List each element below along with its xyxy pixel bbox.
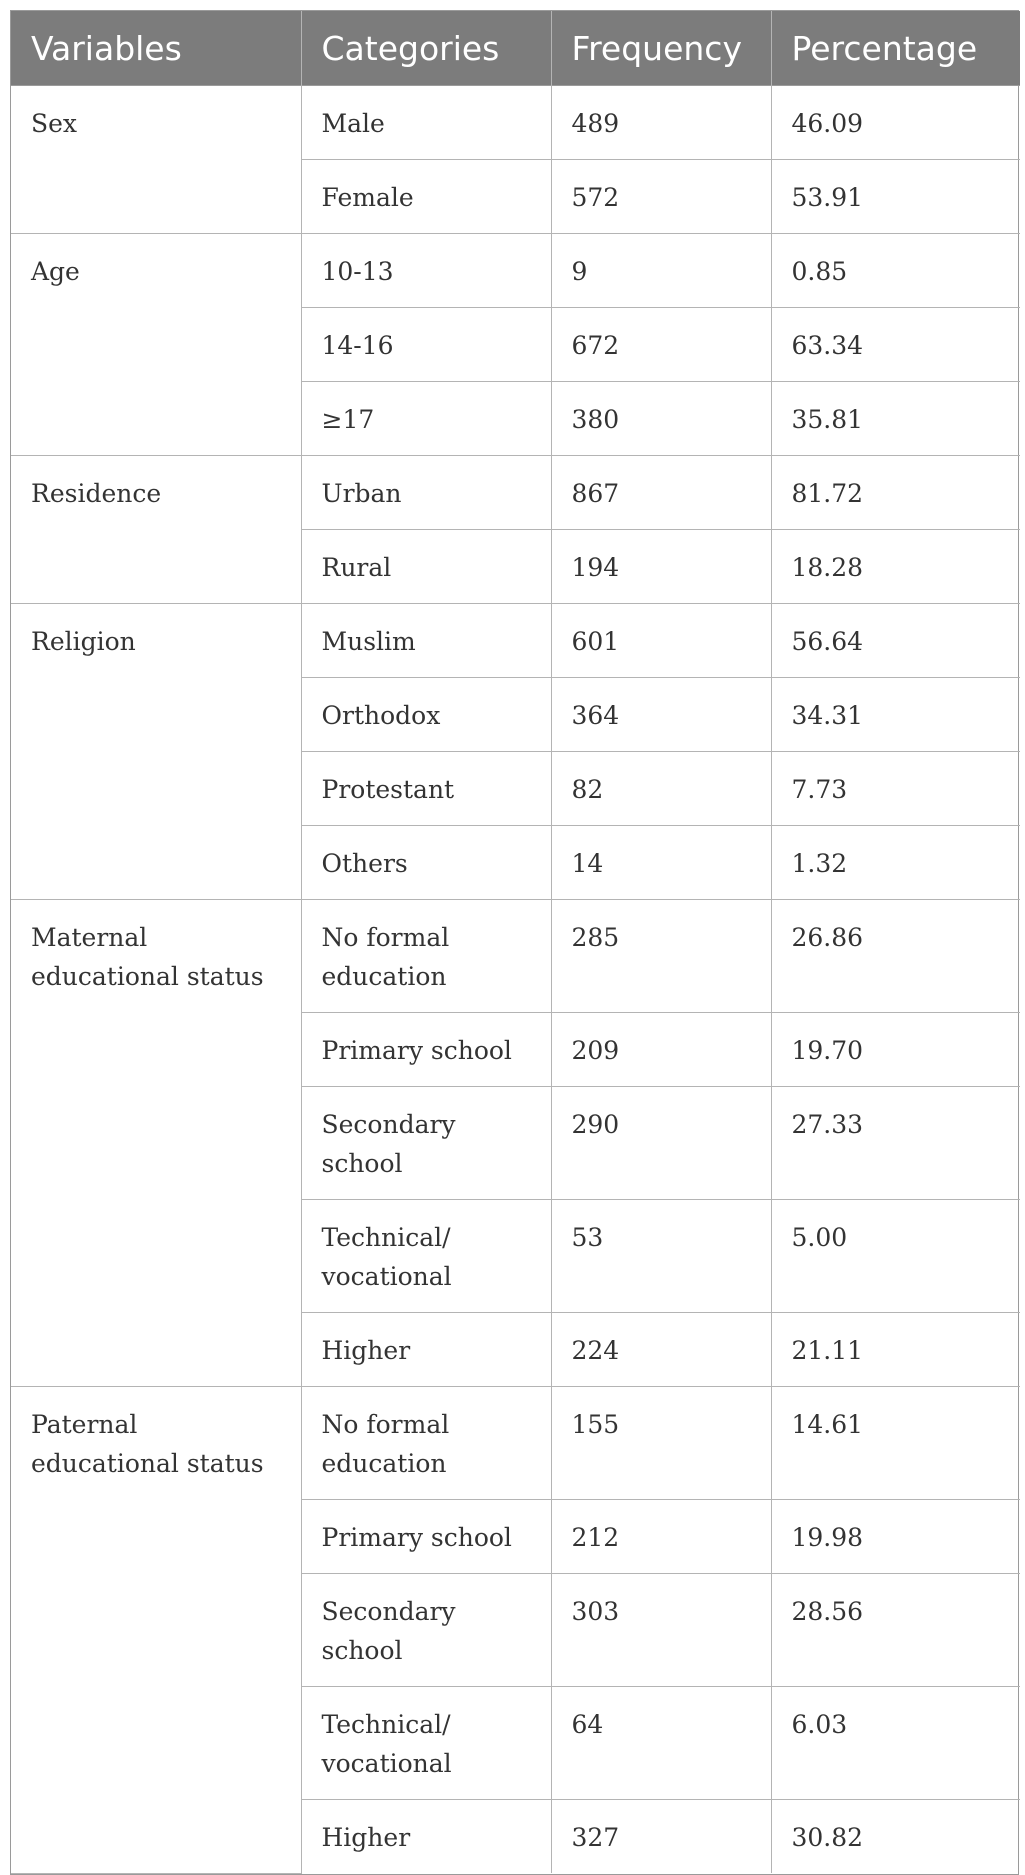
frequency-cell: 572 (551, 160, 771, 234)
frequency-cell: 82 (551, 752, 771, 826)
frequency-cell: 9 (551, 234, 771, 308)
variable-cell: Maternal educational status (11, 900, 301, 1387)
category-cell: Others (301, 826, 551, 900)
percentage-cell: 35.81 (771, 382, 1020, 456)
table-body (11, 86, 1020, 1874)
table-header (11, 11, 1020, 86)
percentage-cell: 30.82 (771, 1800, 1020, 1874)
frequency-cell: 64 (551, 1687, 771, 1800)
frequency-cell: 53 (551, 1200, 771, 1313)
frequency-cell: 867 (551, 456, 771, 530)
percentage-cell: 53.91 (771, 160, 1020, 234)
percentage-cell: 14.61 (771, 1387, 1020, 1500)
category-cell: Higher (301, 1800, 551, 1874)
table-row (11, 86, 1020, 160)
percentage-cell: 19.98 (771, 1500, 1020, 1574)
data-table (11, 11, 1020, 1874)
category-cell: Female (301, 160, 551, 234)
percentage-cell: 46.09 (771, 86, 1020, 160)
header-categories: Categories (301, 11, 551, 86)
category-cell: Primary school (301, 1013, 551, 1087)
category-cell: 14-16 (301, 308, 551, 382)
percentage-cell: 21.11 (771, 1313, 1020, 1387)
variable-cell: Residence (11, 456, 301, 604)
header-frequency: Frequency (551, 11, 771, 86)
variable-cell: Religion (11, 604, 301, 900)
category-cell: Male (301, 86, 551, 160)
frequency-cell: 380 (551, 382, 771, 456)
frequency-cell: 601 (551, 604, 771, 678)
frequency-cell: 285 (551, 900, 771, 1013)
percentage-cell: 19.70 (771, 1013, 1020, 1087)
header-variables: Variables (11, 11, 301, 86)
category-cell: Orthodox (301, 678, 551, 752)
percentage-cell: 0.85 (771, 234, 1020, 308)
header-row (11, 11, 1020, 86)
frequency-cell: 290 (551, 1087, 771, 1200)
table-row (11, 604, 1020, 678)
table-row (11, 456, 1020, 530)
percentage-cell: 1.32 (771, 826, 1020, 900)
category-cell: Primary school (301, 1500, 551, 1574)
percentage-cell: 7.73 (771, 752, 1020, 826)
category-cell: Secondary school (301, 1087, 551, 1200)
variable-cell: Sex (11, 86, 301, 234)
percentage-cell: 28.56 (771, 1574, 1020, 1687)
percentage-cell: 6.03 (771, 1687, 1020, 1800)
percentage-cell: 63.34 (771, 308, 1020, 382)
variable-cell: Paternal educational status (11, 1387, 301, 1874)
table-row (11, 1387, 1020, 1500)
frequency-cell: 327 (551, 1800, 771, 1874)
frequency-cell: 364 (551, 678, 771, 752)
category-cell: ≥17 (301, 382, 551, 456)
frequency-cell: 489 (551, 86, 771, 160)
percentage-cell: 56.64 (771, 604, 1020, 678)
frequency-cell: 14 (551, 826, 771, 900)
category-cell: No formal education (301, 1387, 551, 1500)
percentage-cell: 5.00 (771, 1200, 1020, 1313)
category-cell: Muslim (301, 604, 551, 678)
table-row (11, 234, 1020, 308)
category-cell: Technical/ vocational (301, 1687, 551, 1800)
frequency-cell: 209 (551, 1013, 771, 1087)
frequency-cell: 194 (551, 530, 771, 604)
frequency-cell: 212 (551, 1500, 771, 1574)
percentage-cell: 18.28 (771, 530, 1020, 604)
category-cell: Rural (301, 530, 551, 604)
demographics-table (10, 10, 1019, 1875)
category-cell: Secondary school (301, 1574, 551, 1687)
frequency-cell: 303 (551, 1574, 771, 1687)
percentage-cell: 34.31 (771, 678, 1020, 752)
category-cell: Higher (301, 1313, 551, 1387)
category-cell: No formal education (301, 900, 551, 1013)
frequency-cell: 672 (551, 308, 771, 382)
header-percentage: Percentage (771, 11, 1020, 86)
category-cell: Technical/ vocational (301, 1200, 551, 1313)
category-cell: 10-13 (301, 234, 551, 308)
table-row (11, 900, 1020, 1013)
variable-cell: Age (11, 234, 301, 456)
percentage-cell: 26.86 (771, 900, 1020, 1013)
category-cell: Urban (301, 456, 551, 530)
percentage-cell: 27.33 (771, 1087, 1020, 1200)
category-cell: Protestant (301, 752, 551, 826)
frequency-cell: 224 (551, 1313, 771, 1387)
percentage-cell: 81.72 (771, 456, 1020, 530)
frequency-cell: 155 (551, 1387, 771, 1500)
